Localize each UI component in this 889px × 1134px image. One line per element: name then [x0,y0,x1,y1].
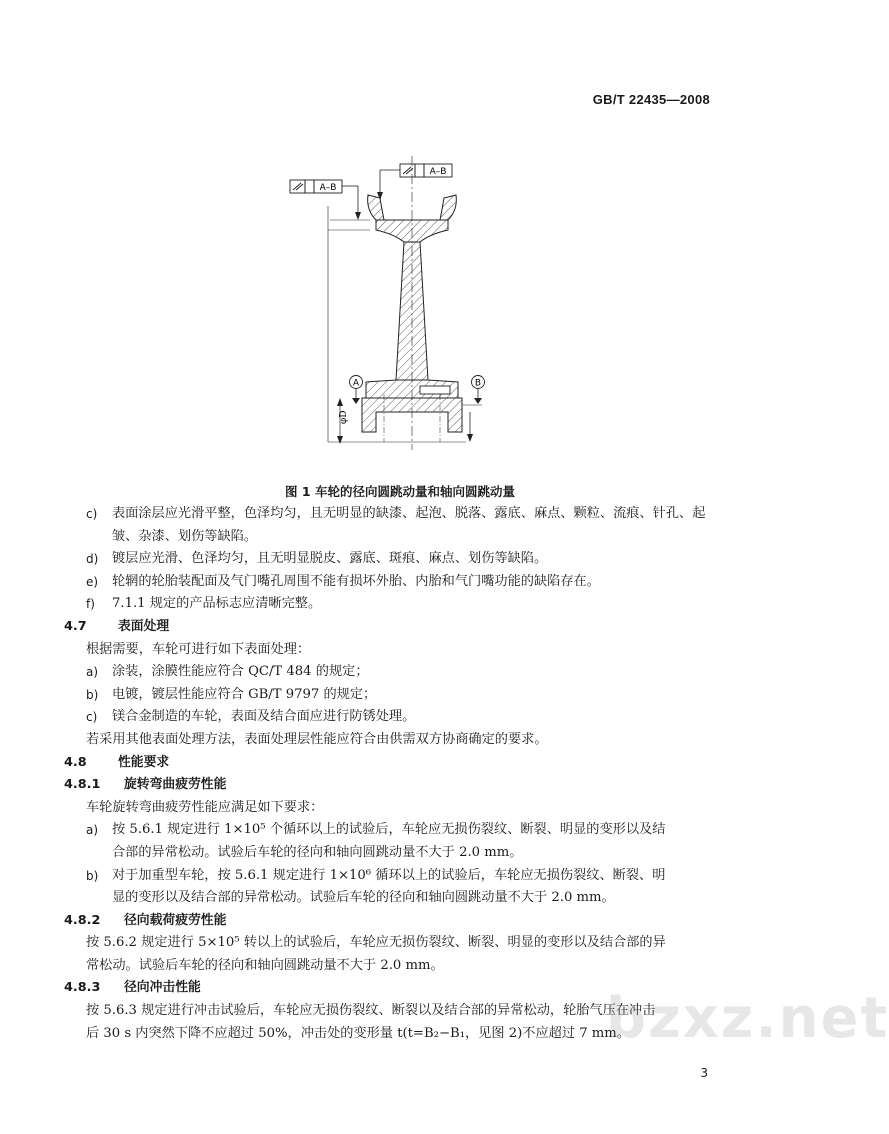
wheel-runout-figure [270,150,510,460]
section-4-8-2-number: 4.8.2 [64,912,101,928]
item-4-7-b-text: 电镀，镀层性能应符合 GB/T 9797 的规定； [112,686,377,702]
marker-e: e) [86,574,99,589]
section-4-8-title: 性能要求 [118,754,170,770]
site-watermark: bzxz.net [606,986,889,1051]
marker-f: f) [86,597,95,612]
item-c-line2: 皱、杂漆、划伤等缺陷。 [112,528,258,544]
section-4-7-other: 若采用其他表面处理方法，表面处理层性能应符合由供需双方协商确定的要求。 [86,731,548,747]
section-4-7-intro: 根据需要，车轮可进行如下表面处理： [86,641,311,657]
wheel-section [362,156,462,450]
item-4-7-c-text: 镁合金制造的车轮，表面及结合面应进行防锈处理。 [112,709,416,725]
list-item-d [86,548,726,571]
item-e-text: 轮辋的轮胎装配面及气门嘴孔周围不能有损坏外胎、内胎和气门嘴功能的缺陷存在。 [112,573,600,589]
datum-a-label: A [352,378,360,389]
marker-a: a) [86,665,99,680]
marker-a: a) [86,823,99,838]
marker-b: b) [86,687,99,702]
section-4-7-number: 4.7 [64,618,87,634]
tolerance-frame-right [377,164,452,200]
section-4-8-1-title: 旋转弯曲疲劳性能 [124,777,227,793]
marker-d: d) [86,552,99,567]
item-c-line1: 表面涂层应光滑平整，色泽均匀，且无明显的缺漆、起泡、脱落、露底、麻点、颗粒、流痕、针孔、起 [112,506,706,521]
standard-code: GB/T 22435—2008 [592,92,710,107]
figure-caption: 图 1 车轮的径向圆跳动量和轴向圆跳动量 [285,484,515,499]
section-4-8-1-heading [64,774,726,797]
section-4-8-2-line1: 按 5.6.2 规定进行 5×10⁵ 转以上的试验后，车轮应无损伤裂纹、断裂、明显的变形以及结合部的异 [86,935,666,951]
section-4-8-3-line2: 后 30 s 内突然下降不应超过 50%，冲击处的变形量 t(t=B₂−B₁，见图 2)不应超过 7 mm。 [86,1025,631,1041]
section-4-8-heading [64,752,726,775]
section-4-8-1-number: 4.8.1 [64,777,101,793]
section-4-7-heading [64,616,726,639]
item-d-text: 镀层应光滑、色泽均匀，且无明显脱皮、露底、斑痕、麻点、划伤等缺陷。 [112,551,548,567]
marker-c: c) [86,710,98,725]
item-4-8-1-b-line1: 对于加重型车轮，按 5.6.1 规定进行 1×10⁶ 循环以上的试验后，车轮应无损伤裂纹、断裂、明 [112,867,666,883]
section-4-8-3-line1: 按 5.6.3 规定进行冲击试验后，车轮应无损伤裂纹、断裂以及结合部的异常松动，轮胎气压在冲击 [86,1003,656,1019]
item-4-7-a-text: 涂装，涂膜性能应符合 QC/T 484 的规定； [112,664,369,680]
tolerance-right-label: A–B [429,167,447,177]
section-4-8-2-heading [64,910,726,933]
list-item-4-8-1-a [86,819,726,842]
list-item-c [86,503,726,526]
section-4-8-number: 4.8 [64,754,87,770]
diameter-label: φD [339,410,349,424]
list-item-4-7-b [86,684,726,707]
datum-b-label: B [474,378,482,389]
datum-b-marker [462,376,485,443]
section-4-8-2-line2: 常松动。试验后车轮的径向和轴向圆跳动量不大于 2.0 mm。 [86,957,444,973]
section-4-8-3-title: 径向冲击性能 [124,980,201,996]
section-4-8-2-title: 径向载荷疲劳性能 [124,912,227,928]
datum-a-marker [350,376,363,405]
section-4-8-1-intro: 车轮旋转弯曲疲劳性能应满足如下要求： [86,799,324,815]
tolerance-left-label: A–B [319,183,337,193]
document-body [64,503,726,1045]
page-number: 3 [700,1066,708,1080]
tolerance-frame-left [290,180,370,220]
section-4-7-title: 表面处理 [118,618,170,634]
list-item-4-7-c [86,706,726,729]
list-item-4-7-a [86,661,726,684]
section-4-8-3-number: 4.8.3 [64,980,101,996]
item-4-8-1-a-line2: 合部的异常松动。试验后车轮的径向和轴向圆跳动量不大于 2.0 mm。 [112,844,523,860]
marker-c: c) [86,507,98,521]
marker-b: b) [86,868,99,883]
list-item-e [86,571,726,594]
item-4-8-1-b-line2: 显的变形以及结合部的异常松动。试验后车轮的径向和轴向圆跳动量不大于 2.0 mm。 [112,890,615,906]
list-item-f [86,593,726,616]
item-f-text: 7.1.1 规定的产品标志应清晰完整。 [112,596,322,612]
item-4-8-1-a-line1: 按 5.6.1 规定进行 1×10⁵ 个循环以上的试验后，车轮应无损伤裂纹、断裂、明显的变形以及结 [112,822,666,838]
list-item-4-8-1-b [86,865,726,888]
